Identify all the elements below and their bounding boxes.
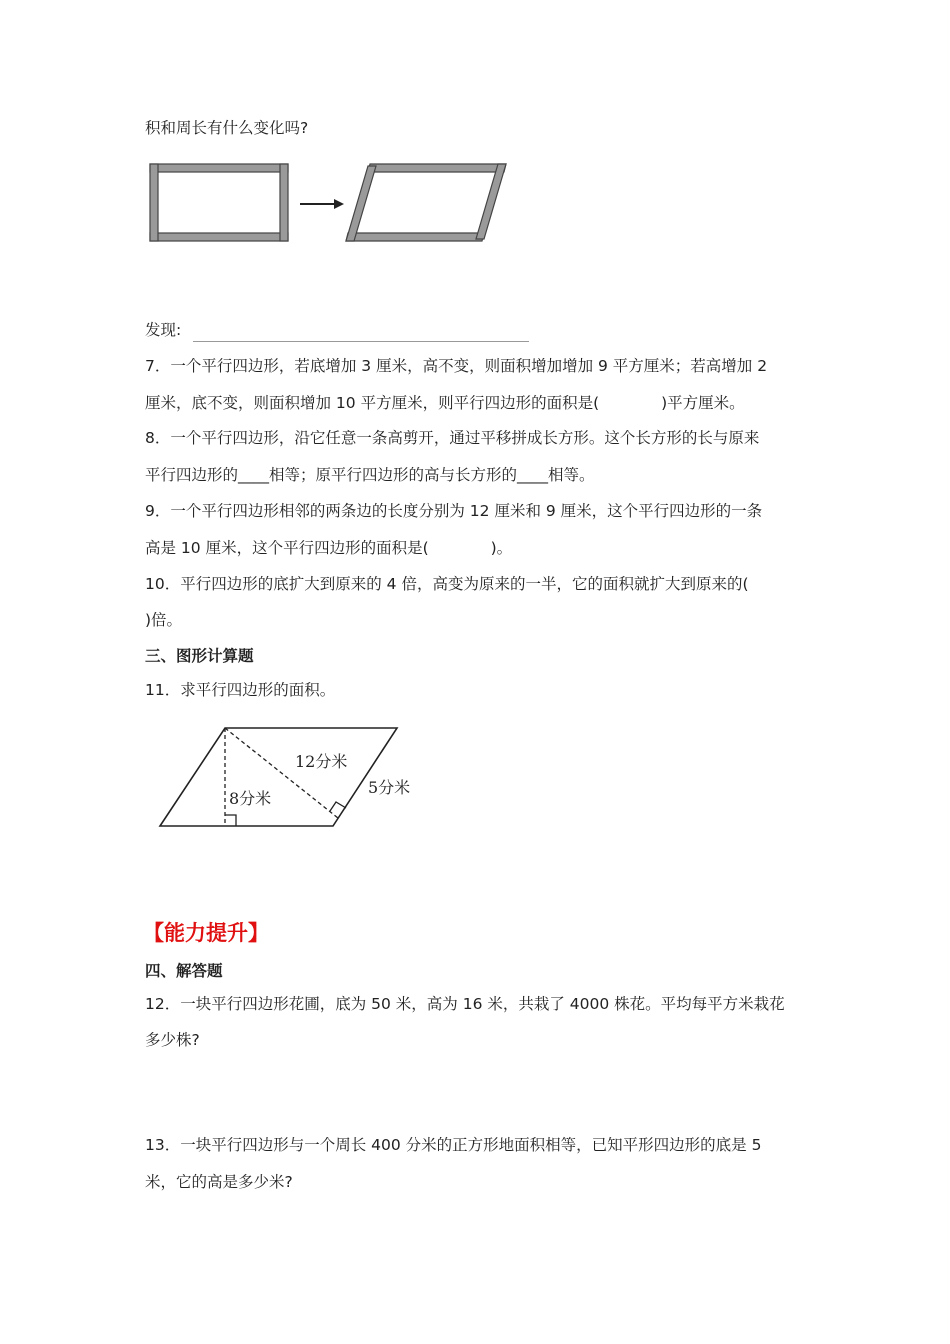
ability-banner: 【能力提升】 xyxy=(143,921,269,945)
question-8-line-2: 平行四边形的____相等；原平行四边形的高与长方形的____相等。 xyxy=(145,466,595,484)
intro-line: 积和周长有什么变化吗? xyxy=(145,119,309,137)
parallelogram-figure xyxy=(155,722,435,842)
question-13-line-1: 13．一块平行四边形与一个周长 400 分米的正方形地面积相等，已知平形四边形的底是 5 xyxy=(145,1136,762,1154)
question-10-line-2: )倍。 xyxy=(145,611,183,629)
parallelogram-outline xyxy=(160,728,397,826)
section-3-heading: 三、图形计算题 xyxy=(145,647,254,665)
question-10-line-1: 10．平行四边形的底扩大到原来的 4 倍，高变为原来的一半，它的面积就扩大到原来的( xyxy=(145,575,749,593)
question-13-line-2: 米，它的高是多少米? xyxy=(145,1173,293,1191)
question-7-line-1: 7．一个平行四边形，若底增加 3 厘米，高不变，则面积增加增加 9 平方厘米；若高增加 2 xyxy=(145,357,768,375)
finding-answer-line[interactable] xyxy=(193,341,529,342)
question-7-line-2: 厘米，底不变，则面积增加 10 平方厘米，则平行四边形的面积是( )平方厘米。 xyxy=(145,394,745,412)
section-4-heading: 四、解答题 xyxy=(145,962,223,980)
arrow-icon xyxy=(300,199,344,209)
question-8-line-1: 8．一个平行四边形，沿它任意一条高剪开，通过平移拼成长方形。这个长方形的长与原来 xyxy=(145,429,760,447)
frame-transform-figure xyxy=(148,160,518,250)
question-9-line-2: 高是 10 厘米，这个平行四边形的面积是( )。 xyxy=(145,539,513,557)
rectangle-frame xyxy=(150,164,288,241)
question-12-line-2: 多少株? xyxy=(145,1031,200,1049)
question-11: 11．求平行四边形的面积。 xyxy=(145,681,336,699)
label-height: 8分米 xyxy=(229,789,272,808)
question-12-line-1: 12．一块平行四边形花圃，底为 50 米，高为 16 米，共栽了 4000 株花。平均每平方米栽花 xyxy=(145,995,785,1013)
label-diagonal: 12分米 xyxy=(295,752,348,771)
question-9-line-1: 9．一个平行四边形相邻的两条边的长度分别为 12 厘米和 9 厘米，这个平行四边形的一条 xyxy=(145,502,763,520)
right-angle-mark-bottom xyxy=(225,815,236,826)
finding-label: 发现: xyxy=(145,321,182,339)
parallelogram-frame xyxy=(346,164,506,241)
label-side: 5分米 xyxy=(368,778,411,797)
